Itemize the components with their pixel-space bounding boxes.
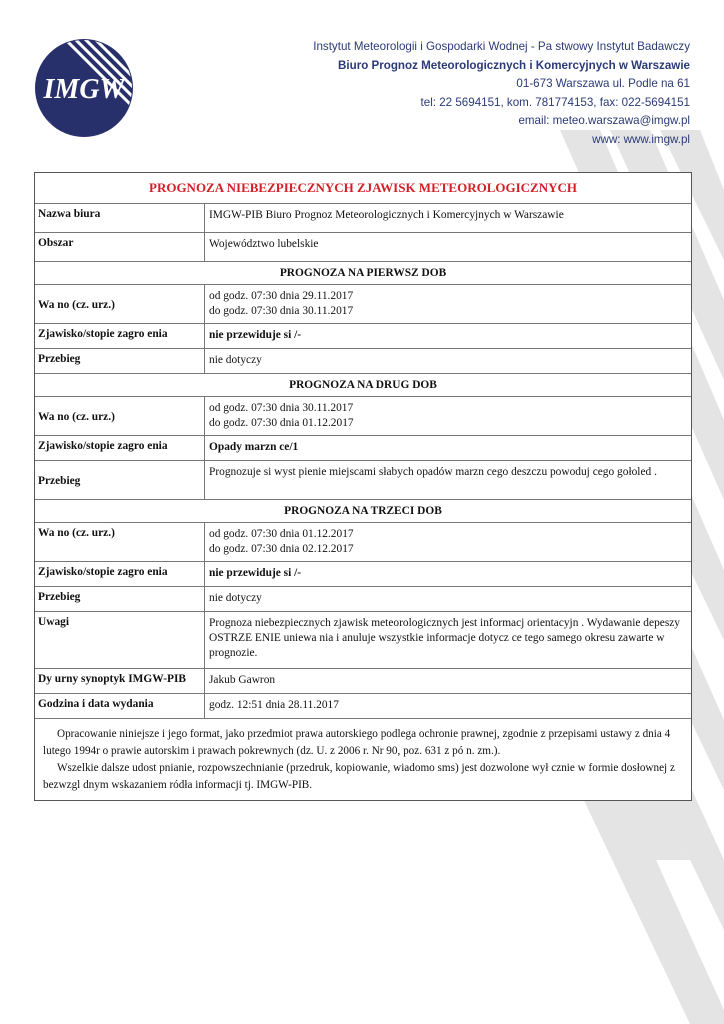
issued-row (35, 694, 691, 719)
day3-valid-to: do godz. 07:30 dnia 02.12.2017 (209, 543, 354, 555)
day1-valid-value (205, 285, 691, 323)
day2-course-row (35, 461, 691, 500)
day3-heading: PROGNOZA NA TRZECI DOB (35, 500, 691, 523)
day1-course-label: Przebieg (35, 349, 205, 373)
day1-course-row (35, 349, 691, 374)
day2-heading: PROGNOZA NA DRUG DOB (35, 374, 691, 397)
day1-phenomenon-label: Zjawisko/stopie zagro enia (35, 324, 205, 348)
day2-valid-row (35, 397, 691, 436)
day1-heading: PROGNOZA NA PIERWSZ DOB (35, 262, 691, 285)
day1-valid-row (35, 285, 691, 324)
header-line-institute: Instytut Meteorologii i Gospodarki Wodnej - Pa stwowy Instytut Badawczy (313, 40, 690, 53)
day1-valid-from: od godz. 07:30 dnia 29.11.2017 (209, 290, 354, 302)
header-line-email[interactable]: email: meteo.warszawa@imgw.pl (518, 114, 690, 127)
office-row (35, 204, 691, 233)
issued-value: godz. 12:51 dnia 28.11.2017 (209, 699, 339, 711)
day3-valid-from: od godz. 07:30 dnia 01.12.2017 (209, 528, 354, 540)
forecast-title: PROGNOZA NIEBEZPIECZNYCH ZJAWISK METEOROLOGICZNYCH (35, 173, 691, 204)
day3-course-row (35, 587, 691, 612)
header-line-address: 01-673 Warszawa ul. Podle na 61 (516, 77, 690, 90)
day2-valid-to: do godz. 07:30 dnia 01.12.2017 (209, 417, 354, 429)
day3-course-value: nie dotyczy (209, 592, 262, 604)
office-value: IMGW-PIB Biuro Prognoz Meteorologicznych i Komercyjnych w Warszawie (209, 209, 564, 221)
copyright-paragraph-1: Opracowanie niniejsze i jego format, jako przedmiot prawa autorskiego podlega ochronie prawnej, zgodnie z przepisami ustawy z dnia 4 lutego 1994r o prawie autorskim i prawach pokrewnych (dz. U. z 2006 r. Nr 90, poz. 631 z pó n. zm.). (43, 728, 671, 757)
duty-label: Dy urny synoptyk IMGW-PIB (35, 669, 205, 693)
day3-phenomenon-value: nie przewiduje si /- (209, 567, 302, 579)
remarks-label: Uwagi (35, 612, 205, 668)
day3-valid-row (35, 523, 691, 562)
institute-header (313, 38, 690, 149)
office-label: Nazwa biura (35, 204, 205, 232)
day2-phenomenon-value: Opady marzn ce/1 (209, 441, 299, 453)
forecast-table (34, 172, 692, 801)
issued-label: Godzina i data wydania (35, 694, 205, 718)
day1-phenomenon-value: nie przewiduje si /- (209, 329, 302, 341)
header-line-phone: tel: 22 5694151, kom. 781774153, fax: 022-5694151 (420, 95, 690, 109)
day2-valid-from: od godz. 07:30 dnia 30.11.2017 (209, 402, 354, 414)
day3-valid-value (205, 523, 691, 561)
area-row (35, 233, 691, 262)
day3-course-label: Przebieg (35, 587, 205, 611)
day1-valid-label: Wa no (cz. urz.) (35, 285, 205, 323)
day2-valid-value (205, 397, 691, 435)
day3-phenomenon-row (35, 562, 691, 587)
day3-phenomenon-label: Zjawisko/stopie zagro enia (35, 562, 205, 586)
copyright-paragraph-2: Wszelkie dalsze udost pnianie, rozpowszechnianie (przedruk, kopiowanie, wiadomo sms) jest dozwolone wył cznie w formie dosłownej z bezwzgl dnym wskazaniem ródła informacji tj. IMGW-PIB. (43, 762, 675, 791)
day2-course-value: Prognozuje si wyst pienie miejscami słabych opadów marzn cego deszczu powoduj cego gołoled . (209, 466, 657, 478)
header-line-office: Biuro Prognoz Meteorologicznych i Komercyjnych w Warszawie (338, 58, 690, 72)
area-label: Obszar (35, 233, 205, 261)
duty-value: Jakub Gawron (209, 674, 276, 686)
remarks-value: Prognoza niebezpiecznych zjawisk meteorologicznych jest informacj orientacyjn . Wydawanie depeszy OSTRZE ENIE uniewa nia i anuluje wszystkie informacje dotycz ce tego samego okresu zawarte w prognozie. (209, 617, 680, 659)
remarks-row (35, 612, 691, 669)
day2-course-label: Przebieg (35, 461, 205, 499)
day3-valid-label: Wa no (cz. urz.) (35, 523, 205, 561)
day1-valid-to: do godz. 07:30 dnia 30.11.2017 (209, 305, 354, 317)
imgw-logo (34, 38, 134, 138)
day2-phenomenon-label: Zjawisko/stopie zagro enia (35, 436, 205, 460)
day1-course-value: nie dotyczy (209, 354, 262, 366)
day2-phenomenon-row (35, 436, 691, 461)
copyright-note (35, 719, 691, 800)
duty-row (35, 669, 691, 694)
day1-phenomenon-row (35, 324, 691, 349)
header-line-www[interactable]: www: www.imgw.pl (592, 132, 690, 146)
day2-valid-label: Wa no (cz. urz.) (35, 397, 205, 435)
logo-text: IMGW (43, 74, 125, 105)
area-value: Województwo lubelskie (209, 238, 319, 250)
